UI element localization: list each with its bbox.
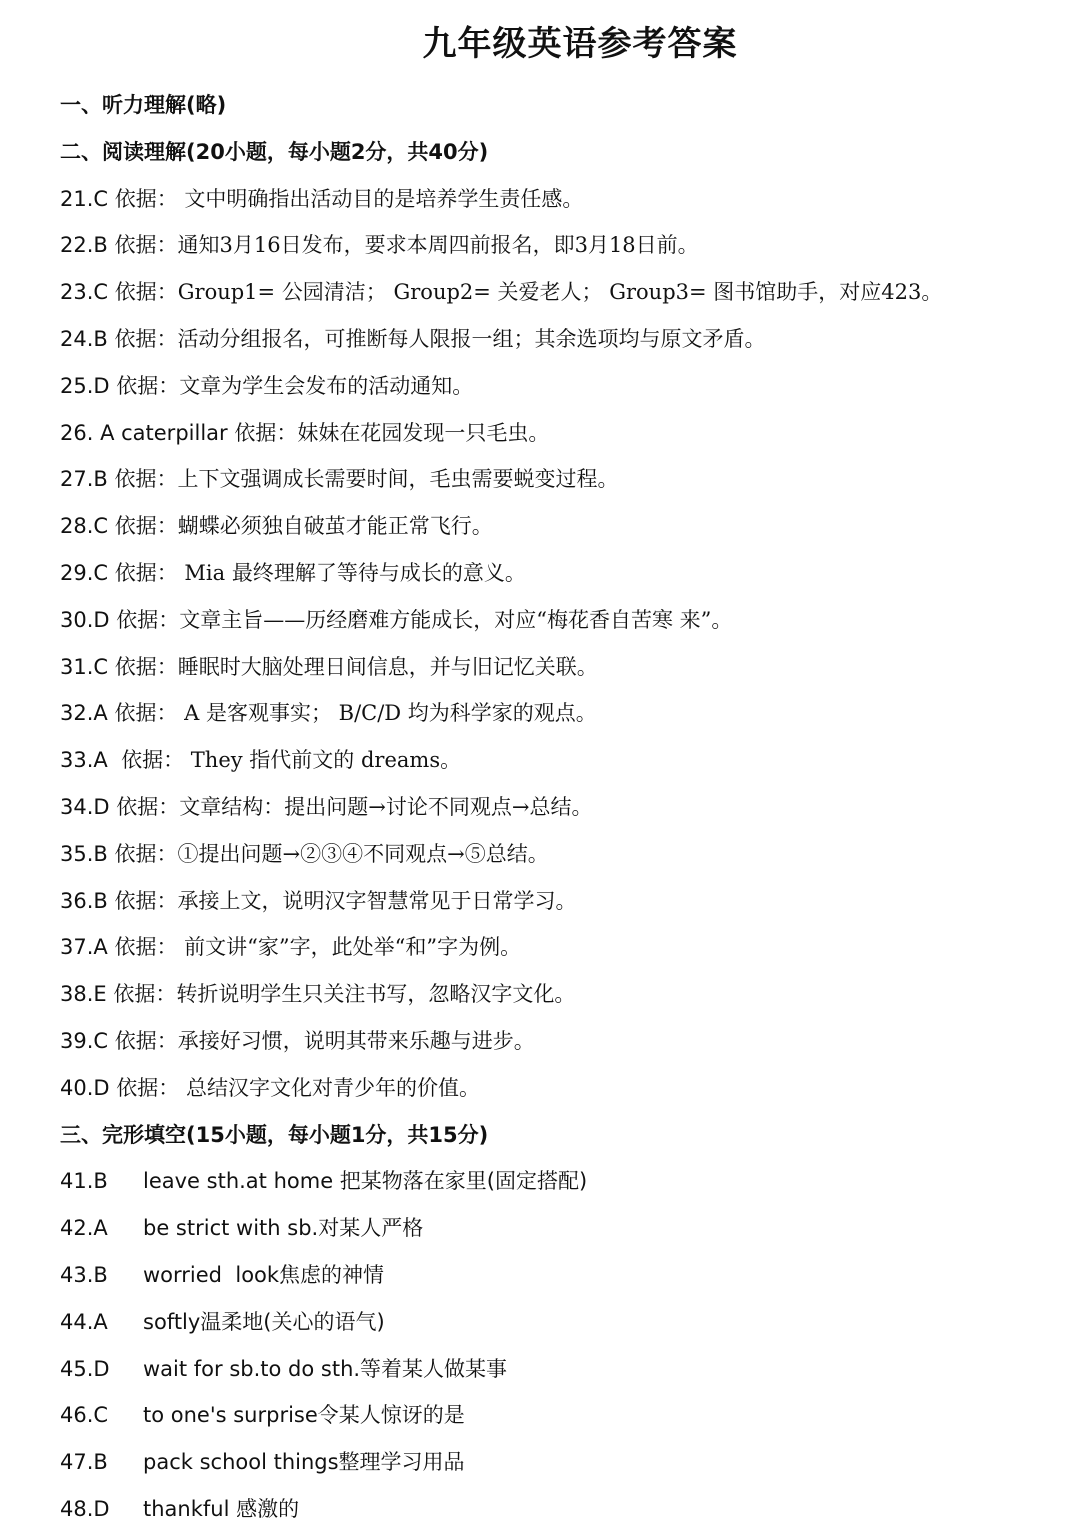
basis-text: A 是客观事实； B/C/D 均为科学家的观点。 <box>177 701 597 726</box>
basis-text: They 指代前文的 dreams。 <box>184 748 462 773</box>
reading-answer-row <box>60 831 1070 878</box>
reading-answers <box>60 176 1070 1112</box>
reading-answer-row <box>60 222 1070 269</box>
answer-number: 33.A <box>60 748 108 773</box>
reading-answer-row <box>60 269 1070 316</box>
basis-text: 文章结构：提出问题→讨论不同观点→总结。 <box>179 794 593 819</box>
answer-number: 27.B <box>60 467 108 492</box>
answer-number: 25.D <box>60 373 110 398</box>
answer-number: 44.A <box>60 1309 108 1334</box>
basis-text: 承接上文，说明汉字智慧常见于日常学习。 <box>177 888 577 913</box>
cloze-explanation: wait for sb.to do sth.等着某人做某事 <box>143 1356 508 1381</box>
basis-label: 依据： <box>108 654 178 679</box>
basis-label: 依据： <box>108 1028 178 1053</box>
answer-number: 48.D <box>60 1496 110 1521</box>
answer-number: 34.D <box>60 794 110 819</box>
reading-answer-row <box>60 644 1070 691</box>
basis-label: 依据： <box>107 888 178 913</box>
reading-answer-row <box>60 316 1070 363</box>
page-title: 九年级英语参考答案 <box>422 24 738 64</box>
reading-answer-row <box>60 784 1070 831</box>
cloze-answer-row <box>60 1252 1070 1299</box>
basis-text: Mia 最终理解了等待与成长的意义。 <box>177 560 526 585</box>
section-heading-reading: 二、阅读理解(20小题，每小题2分，共40分) <box>60 139 489 164</box>
basis-text: 总结汉字文化对青少年的价值。 <box>179 1075 480 1100</box>
basis-text: ①提出问题→②③④不同观点→⑤总结。 <box>177 841 549 866</box>
cloze-explanation: leave sth.at home 把某物落在家里(固定搭配) <box>143 1169 588 1194</box>
basis-text: 文章主旨——历经磨难方能成长，对应“梅花香自苦寒 来”。 <box>179 607 733 632</box>
reading-answer-row <box>60 878 1070 925</box>
reading-answer-row <box>60 690 1070 737</box>
answer-number: 39.C <box>60 1028 109 1053</box>
answer-number: 28.C <box>60 514 109 539</box>
basis-label: 依据： <box>108 186 178 211</box>
cloze-answers <box>60 1158 1070 1532</box>
answer-number: 40.D <box>60 1075 110 1100</box>
cloze-answer-row <box>60 1346 1070 1393</box>
cloze-answer-row <box>60 1205 1070 1252</box>
reading-answer-row <box>60 503 1070 550</box>
basis-label: 依据： <box>109 373 180 398</box>
cloze-explanation: softly温柔地(关心的语气) <box>143 1309 385 1334</box>
answer-number: 21.C <box>60 186 109 211</box>
basis-text: 文中明确指出活动目的是培养学生责任感。 <box>177 186 584 211</box>
basis-text: 通知3月16日发布，要求本周四前报名，即3月18日前。 <box>177 233 699 258</box>
basis-text: 前文讲“家”字，此处举“和”字为例。 <box>177 935 522 960</box>
answer-number: 36.B <box>60 888 108 913</box>
reading-answer-row <box>60 456 1070 503</box>
answer-number: 38.E <box>60 982 107 1007</box>
answer-number: 46.C <box>60 1403 109 1428</box>
section-heading-listening: 一、听力理解(略) <box>60 93 227 117</box>
answer-number: 37.A <box>60 935 108 960</box>
cloze-answer-row <box>60 1299 1070 1346</box>
answer-number: 32.A <box>60 701 108 726</box>
answer-number: 45.D <box>60 1356 110 1381</box>
basis-text: 蝴蝶必须独自破茧才能正常飞行。 <box>177 514 493 539</box>
reading-answer-row <box>60 410 1070 457</box>
basis-label: 依据： <box>109 794 180 819</box>
basis-text: 上下文强调成长需要时间，毛虫需要蜕变过程。 <box>177 467 619 492</box>
answer-number: 24.B <box>60 326 108 351</box>
basis-label: 依据： <box>109 1075 180 1100</box>
reading-answer-row <box>60 924 1070 971</box>
basis-label: 依据： <box>107 748 185 773</box>
answer-number: 29.C <box>60 560 109 585</box>
answer-number: 42.A <box>60 1216 108 1241</box>
cloze-explanation: worried look焦虑的神情 <box>143 1262 385 1287</box>
answer-number: 43.B <box>60 1262 108 1287</box>
answer-number: 31.C <box>60 654 109 679</box>
basis-label: 依据： <box>107 841 178 866</box>
section-heading-cloze: 三、完形填空(15小题，每小题1分，共15分) <box>60 1122 489 1147</box>
cloze-answer-row <box>60 1392 1070 1439</box>
answer-number: 30.D <box>60 607 110 632</box>
basis-text: 承接好习惯，说明其带来乐趣与进步。 <box>177 1028 535 1053</box>
basis-text: 转折说明学生只关注书写，忽略汉字文化。 <box>176 982 576 1007</box>
answer-number: 22.B <box>60 233 108 258</box>
basis-text: 活动分组报名，可推断每人限报一组；其余选项均与原文矛盾。 <box>177 326 766 351</box>
answer-number: 26. A caterpillar <box>60 420 228 445</box>
reading-answer-row <box>60 597 1070 644</box>
reading-answer-row <box>60 1065 1070 1112</box>
answer-list <box>60 82 1070 1533</box>
basis-label: 依据： <box>107 701 178 726</box>
basis-label: 依据： <box>107 467 178 492</box>
reading-answer-row <box>60 176 1070 223</box>
answer-number: 35.B <box>60 841 108 866</box>
basis-label: 依据： <box>109 607 180 632</box>
reading-answer-row <box>60 363 1070 410</box>
basis-label: 依据： <box>107 326 178 351</box>
basis-label: 依据： <box>108 560 178 585</box>
cloze-answer-row <box>60 1486 1070 1533</box>
answer-number: 23.C <box>60 280 109 305</box>
reading-answer-row <box>60 737 1070 784</box>
basis-text: 文章为学生会发布的活动通知。 <box>179 373 474 398</box>
basis-label: 依据： <box>106 982 177 1007</box>
reading-answer-row <box>60 550 1070 597</box>
answer-number: 47.B <box>60 1450 108 1475</box>
basis-text: 妹妹在花园发现一只毛虫。 <box>297 420 550 445</box>
cloze-explanation: thankful 感激的 <box>143 1496 300 1521</box>
basis-text: Group1= 公园清洁； Group2= 关爱老人； Group3= 图书馆助手，对应423。 <box>177 280 943 305</box>
cloze-explanation: be strict with sb.对某人严格 <box>143 1216 424 1241</box>
answer-number: 41.B <box>60 1169 108 1194</box>
basis-label: 依据： <box>108 280 178 305</box>
reading-answer-row <box>60 1018 1070 1065</box>
cloze-explanation: to one's surprise令某人惊讶的是 <box>143 1403 465 1428</box>
basis-label: 依据： <box>107 935 178 960</box>
cloze-answer-row <box>60 1439 1070 1486</box>
basis-label: 依据： <box>108 514 178 539</box>
basis-label: 依据： <box>107 233 178 258</box>
basis-text: 睡眠时大脑处理日间信息，并与旧记忆关联。 <box>177 654 598 679</box>
cloze-answer-row <box>60 1158 1070 1205</box>
basis-label: 依据： <box>227 420 298 445</box>
cloze-explanation: pack school things整理学习用品 <box>143 1450 465 1475</box>
reading-answer-row <box>60 971 1070 1018</box>
